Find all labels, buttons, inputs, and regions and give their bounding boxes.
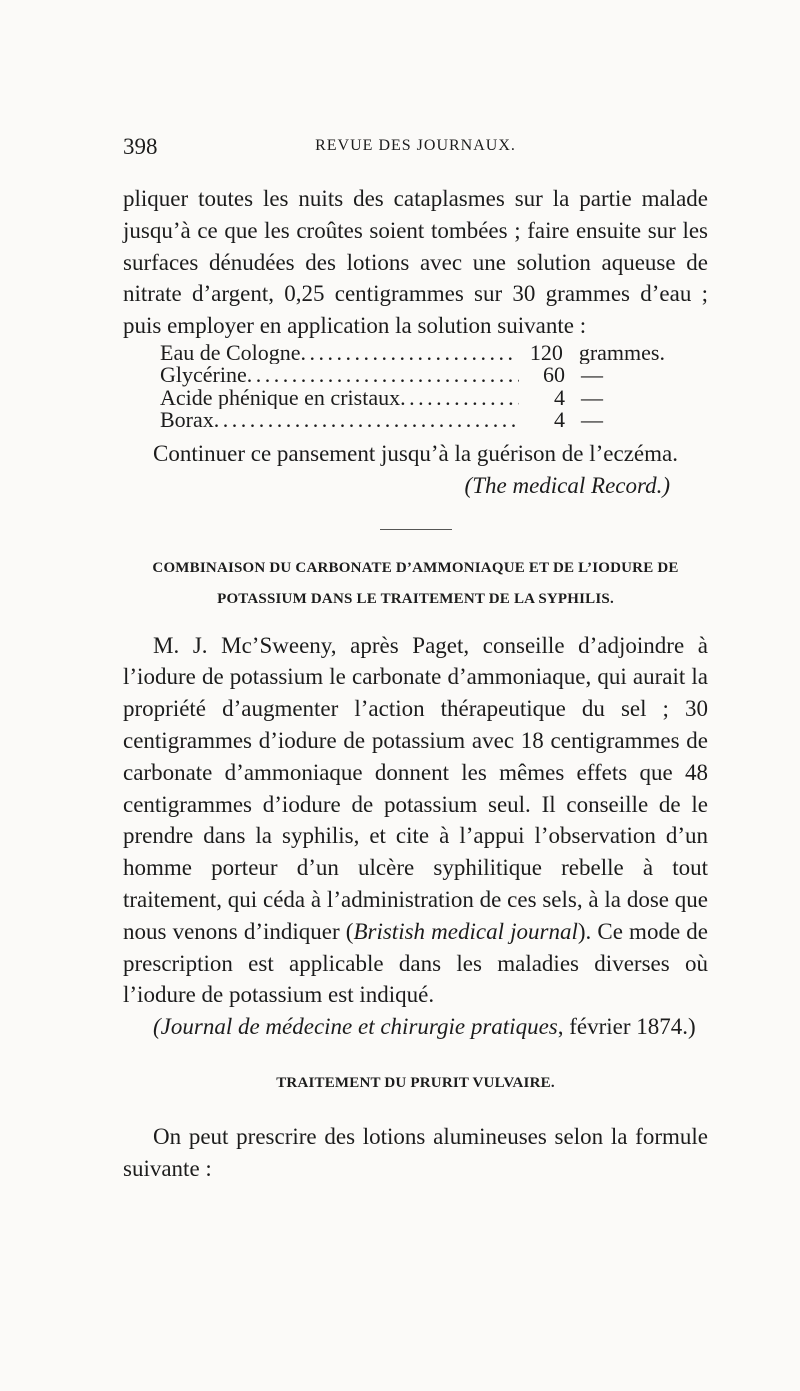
paragraph-continuation: pliquer toutes les nuits des cataplasmes sur la partie malade jusqu’à ce que les croûtes soient tombées ; faire ensuite sur les surfaces dénudées des lotions avec une solution aqueuse de nitrate d’argent, 0,25 centigrammes sur 30 grammes d’eau ; puis employer en application la solution suivante :	[123, 186, 708, 339]
paragraph-instruction: Continuer ce pansement jusqu’à la guérison de l’eczéma.	[153, 440, 678, 466]
citation-journal: (Journal de médecine et chirurgie pratiques	[153, 1014, 558, 1040]
ingredient-unit: —	[581, 409, 603, 432]
ingredient-name: Borax	[160, 409, 214, 432]
recipe-list	[160, 342, 665, 432]
journal-name: Bristish medical journal	[353, 918, 578, 944]
ingredient-name: Eau de Cologne	[160, 341, 301, 365]
recipe-row	[160, 364, 665, 387]
ingredient-quantity: 4	[554, 409, 565, 432]
section-divider	[380, 529, 452, 530]
section-title	[123, 553, 708, 615]
article-body: On peut prescrire des lotions alumineuses selon la formule suivante :	[123, 1123, 708, 1181]
source-citation-text: (The medical Record.)	[464, 472, 670, 498]
dot-leader	[247, 364, 519, 387]
ingredient-quantity: 120	[529, 341, 563, 365]
page-header	[123, 134, 708, 170]
section-title: TRAITEMENT DU PRURIT VULVAIRE.	[276, 1074, 555, 1091]
ingredient-quantity: 4	[554, 386, 565, 410]
ingredient-unit: —	[581, 386, 603, 410]
ingredient-name: Acide phénique en cristaux	[160, 386, 401, 410]
ingredient-quantity: 60	[543, 364, 565, 387]
page-number: 398	[123, 134, 158, 159]
section-title-line: COMBINAISON DU CARBONATE D’AMMONIAQUE ET DE L’IODURE DE	[152, 559, 679, 576]
recipe-row	[160, 342, 665, 365]
article-body-text: ). Ce mode de prescription est applicable dans les maladies diverses où l’iodure de potassium est indiqué.	[123, 918, 708, 1008]
article-citation	[123, 1011, 708, 1043]
ingredient-name: Glycérine	[160, 364, 247, 387]
article-body-text: M. J. Mc’Sweeny, après Paget, conseille d’adjoindre à l’iodure de potassium le carbonate d’ammoniaque, qui aurait la propriété d’augmenter l’action thérapeutique du sel ; 30 centigrammes d’iodure de potassium avec 18 centigrammes de carbonate d’ammoniaque donnent les mêmes effets que 48 centigrammes d’iodure de potassium seul. Il conseille de le prendre dans la syphilis, et cite à l’appui l’observation d’un homme porteur d’un ulcère syphilitique rebelle à tout traitement, qui céda à l’administration de ces sels, à la dose que nous venons d’indiquer (	[123, 632, 708, 944]
article-body	[123, 630, 708, 1012]
dot-leader	[400, 387, 519, 410]
dot-leader	[301, 342, 517, 365]
main-text	[123, 183, 708, 1185]
recipe-row	[160, 387, 665, 410]
running-head: REVUE DES JOURNAUX.	[315, 137, 516, 154]
ingredient-unit: —	[581, 364, 603, 387]
ingredient-unit: grammes.	[578, 341, 665, 365]
source-citation	[123, 470, 708, 502]
dot-leader	[214, 409, 519, 432]
recipe-row	[160, 409, 665, 432]
section-title-line: POTASSIUM DANS LE TRAITEMENT DE LA SYPHILIS.	[217, 590, 614, 607]
citation-date: , février 1874.)	[557, 1014, 696, 1040]
